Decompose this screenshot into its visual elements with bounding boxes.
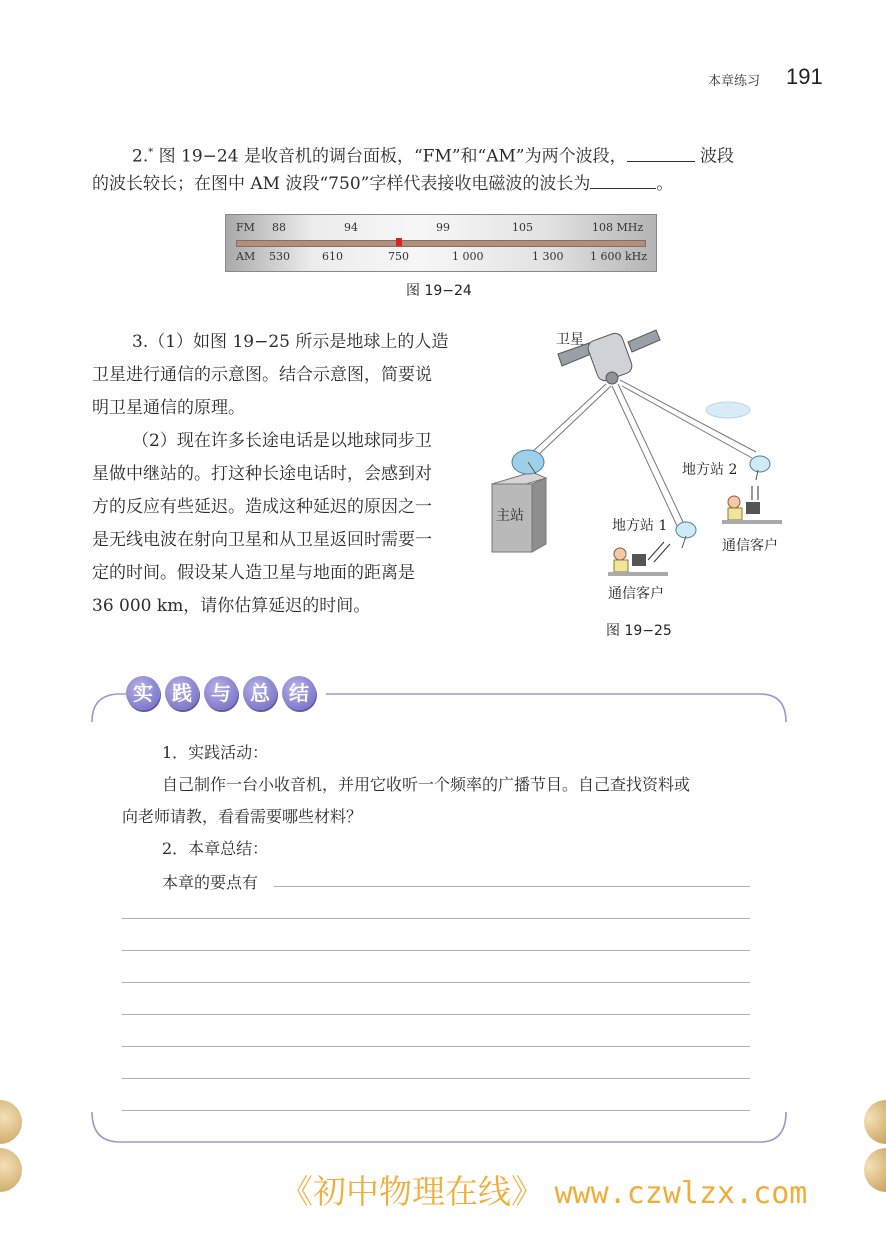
question-2-line-2: 的波长较长；在图中 AM 波段“750”字样代表接收电磁波的波长为 。 <box>92 168 812 201</box>
am-tick: 750 <box>388 250 409 263</box>
label-client-2: 通信客户 <box>722 538 778 554</box>
writing-line[interactable] <box>122 1014 750 1015</box>
am-scale <box>226 250 656 268</box>
label-main-station: 主站 <box>496 508 524 524</box>
summary-item-2-title: 2．本章总结： <box>162 839 269 858</box>
writing-line[interactable] <box>122 1046 750 1047</box>
fm-band-label: FM <box>236 221 255 234</box>
fm-tick: 94 <box>344 221 358 234</box>
page-edge-tab <box>864 1148 886 1192</box>
fm-tick: 99 <box>436 221 450 234</box>
writing-line[interactable] <box>122 918 750 919</box>
banner-badge: 实 <box>126 676 160 710</box>
writing-line[interactable] <box>122 1078 750 1079</box>
am-band-label: AM <box>236 250 256 263</box>
writing-line[interactable] <box>274 886 750 887</box>
summary-item-1-line-1: 自己制作一台小收音机，并用它收听一个频率的广播节目。自己查找资料或 <box>162 775 691 794</box>
label-local-station-1: 地方站 1 <box>612 518 668 534</box>
banner-badge: 结 <box>282 676 316 710</box>
am-tick: 1 300 <box>532 250 564 263</box>
am-tick: 1 000 <box>452 250 484 263</box>
tuning-marker <box>396 238 402 246</box>
page-edge-tab <box>0 1100 22 1144</box>
client-workstation-icon <box>722 496 782 524</box>
question-2-line-1: 2.* 图 19−24 是收音机的调台面板，“FM”和“AM”为两个波段， 波段 <box>132 136 812 174</box>
summary-item-1-title: 1．实践活动： <box>162 743 269 762</box>
radio-tuning-dial <box>225 214 657 272</box>
page-edge-tab <box>0 1148 22 1192</box>
answer-blank-1[interactable] <box>627 143 695 162</box>
fm-scale <box>226 221 656 239</box>
watermark <box>280 1166 807 1213</box>
answer-blank-2[interactable] <box>590 170 656 189</box>
running-header: 本章练习 <box>708 74 761 89</box>
question-3-part-1: 3.（1）如图 19−25 所示是地球上的人造 卫星进行通信的示意图。结合示意图，简要说 明卫星通信的原理。 （2）现在许多长途电话是以地球同步卫 星做中继站的。打这种长途电话时，会感到对 方的反应有些延迟。造成这种延迟的原因之一 是无线电波在射向卫星和从卫星返回时需要一 定的时间。假设某人造卫星与地面的距离是 36 000 km，请你估算延迟的时间。 <box>92 332 449 616</box>
fm-tick: 105 <box>512 221 533 234</box>
watermark-title: 《初中物理在线》 <box>280 1172 544 1211</box>
banner-badge: 践 <box>165 676 199 710</box>
am-tick: 610 <box>322 250 343 263</box>
am-tick: 530 <box>269 250 290 263</box>
fm-tick: 88 <box>272 221 286 234</box>
writing-line[interactable] <box>122 1110 750 1111</box>
writing-line[interactable] <box>122 950 750 951</box>
fm-tick: 108 MHz <box>592 221 644 234</box>
summary-item-2-lead: 本章的要点有 <box>162 873 259 892</box>
dish-antenna-icon <box>676 522 696 548</box>
watermark-url: www.czwlzx.com <box>554 1176 808 1211</box>
banner-badge: 与 <box>204 676 238 710</box>
am-tick: 1 600 kHz <box>590 250 648 263</box>
figure-caption-19-25: 图 19−25 <box>606 623 672 639</box>
figure-caption-19-24: 图 19−24 <box>406 283 472 299</box>
label-satellite: 卫星 <box>556 332 584 348</box>
banner-badge: 总 <box>243 676 277 710</box>
label-client-1: 通信客户 <box>608 586 664 602</box>
main-station-icon <box>492 450 546 552</box>
dish-antenna-icon <box>750 456 770 480</box>
client-workstation-icon <box>608 548 668 576</box>
tuning-bar <box>236 240 646 247</box>
page-edge-tab <box>864 1100 886 1144</box>
writing-line[interactable] <box>122 982 750 983</box>
summary-item-1-line-2: 向老师请教，看看需要哪些材料？ <box>122 807 363 826</box>
satellite-communication-diagram <box>488 322 798 622</box>
page-number: 191 <box>786 64 823 89</box>
label-local-station-2: 地方站 2 <box>682 462 738 478</box>
